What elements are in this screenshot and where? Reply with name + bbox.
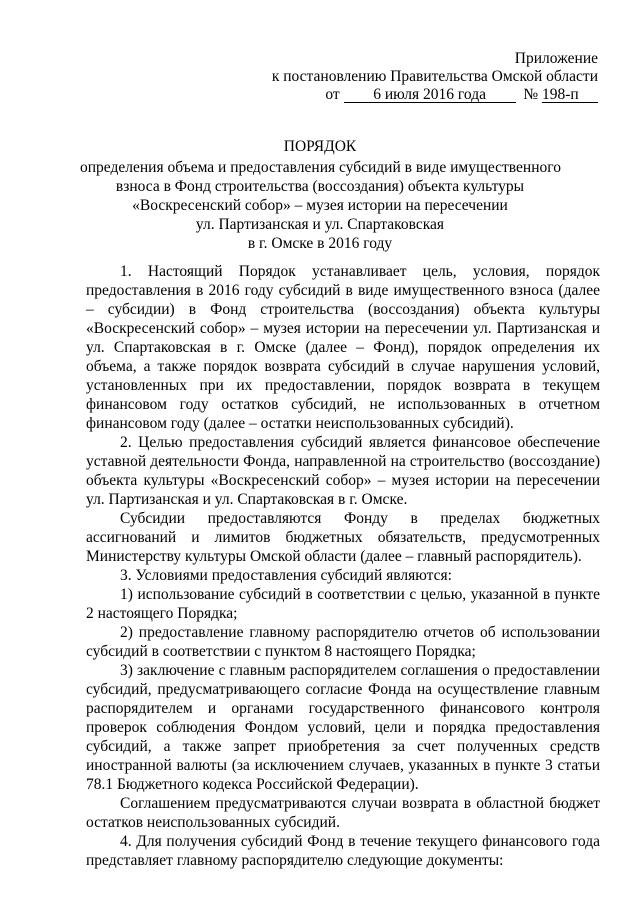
paragraph-2-goal: 2. Целью предоставления субсидий является финансовое обеспечение уставной деятельности Фонда, направленной на строительство (воссоздание) объекта культуры «Воскресенский собор» – музея истории на пересечении ул. Партизанская и ул. Спартаковская в г. Омске. bbox=[86, 434, 600, 508]
condition-item-3: 3) заключение с главным распорядителем соглашения о предоставлении субсидий, предусматривающего согласие Фонда на осуществление главным распорядителем и органами государственного финансового контроля проверок соблюдения Фондом условий, цели и порядка предоставления субсидий, а также запрет приобретения за счет полученных средств иностранной валюты (за исключением случаев, указанных в пункте 3 статьи 78.1 Бюджетного кодекса Российской Федерации). bbox=[86, 662, 600, 793]
paragraph-subsidy-limits: Субсидии предоставляются Фонду в пределах бюджетных ассигнований и лимитов бюджетных обязательств, предусмотренных Министерству культуры Омской области (далее – главный распорядитель). bbox=[86, 510, 600, 565]
title-line: ул. Партизанская и ул. Спартаковская bbox=[195, 216, 445, 233]
title-line: взноса в Фонд строительства (воссоздания) объекта культуры bbox=[115, 178, 525, 195]
date-prefix: от bbox=[325, 86, 340, 103]
paragraph-agreement-refund: Соглашением предусматриваются случаи возврата в областной бюджет остатков неиспользованных субсидий. bbox=[86, 795, 600, 831]
date-number-line bbox=[200, 86, 598, 104]
title-heading: ПОРЯДОК bbox=[283, 138, 357, 155]
paragraph-3-conditions: 3. Условиями предоставления субсидий являются: bbox=[120, 567, 452, 584]
number-prefix: № bbox=[523, 86, 539, 103]
title-line: «Воскресенский собор» – музея истории на пересечении bbox=[132, 197, 508, 214]
title-line: в г. Омске в 2016 году bbox=[247, 235, 393, 252]
appendix-label: Приложение bbox=[514, 50, 598, 67]
title-line: определения объема и предоставления субсидий в виде имущественного bbox=[80, 159, 561, 176]
condition-item-1: 1) использование субсидий в соответствии с целью, указанной в пункте 2 настоящего Порядка; bbox=[86, 586, 600, 622]
appendix-header bbox=[200, 50, 598, 104]
paragraph-1-purpose: 1. Настоящий Порядок устанавливает цель, условия, порядок предоставления в 2016 году субсидий в виде имущественного взноса (далее – субсидии) в Фонд строительства (воссоздания) объекта культуры «Воскресенский собор» – музея истории на пересечении ул. Партизанская и ул. Спартаковская в г. Омске (далее – Фонд), порядок определения их объема, а также порядок возврата субсидий в случае нарушения условий, установленных при их предоставлении, порядок возврата в текущем финансовом году остатков субсидий, не использованных в отчетном финансовом году (далее – остатки неиспользованных субсидий). bbox=[86, 263, 600, 432]
resolution-date: 6 июля 2016 года bbox=[344, 87, 516, 103]
resolution-reference: к постановлению Правительства Омской области bbox=[271, 68, 598, 85]
paragraph-4-documents: 4. Для получения субсидий Фонд в течение текущего финансового года представляет главному распорядителю следующие документы: bbox=[86, 833, 600, 869]
resolution-number: 198-п bbox=[542, 87, 598, 103]
condition-item-2: 2) предоставление главному распорядителю отчетов об использовании субсидий в соответствии с пунктом 8 настоящего Порядка; bbox=[86, 624, 600, 660]
document-body bbox=[86, 262, 600, 870]
document-title bbox=[80, 137, 560, 253]
